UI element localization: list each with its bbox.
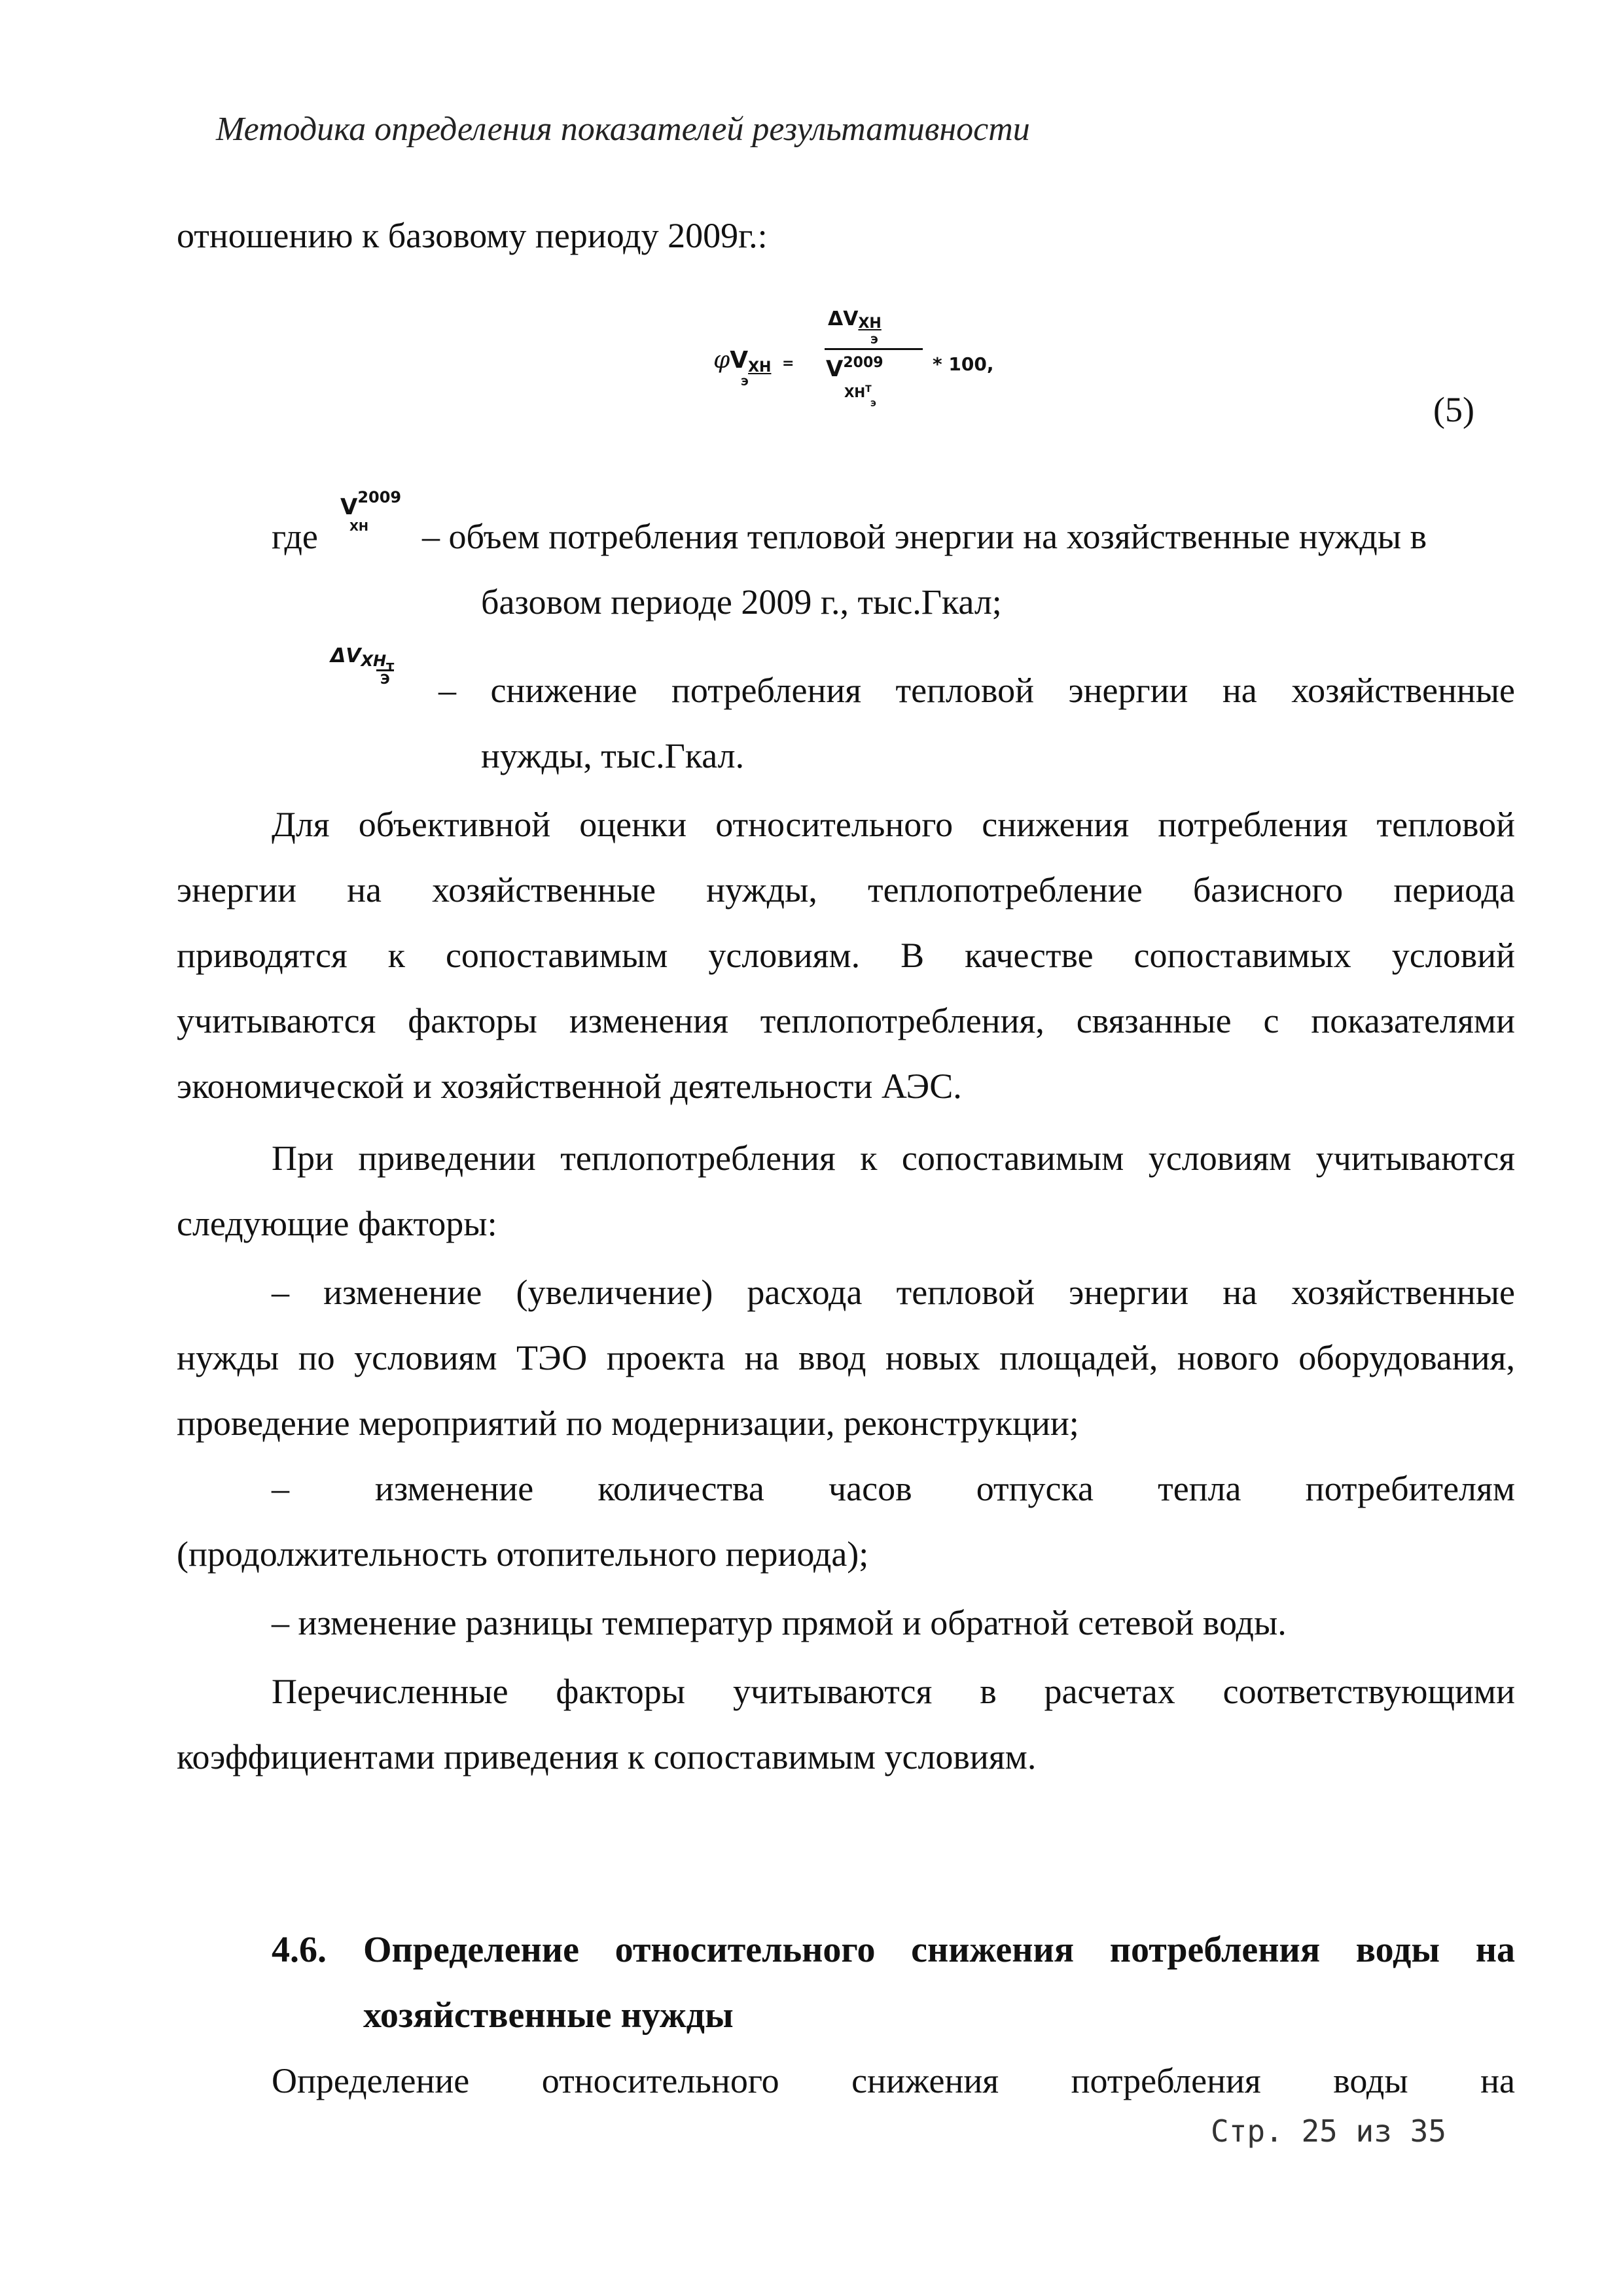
para2-line1: При приведении теплопотребления к сопоставимым условиям учитываются xyxy=(272,1139,1515,1178)
running-header: Методика определения показателей результативности xyxy=(216,111,1030,148)
bullet1-line2: нужды по условиям ТЭО проекта на ввод новых площадей, нового оборудования, xyxy=(177,1338,1515,1377)
bullet1-line3: проведение мероприятий по модернизации, реконструкции; xyxy=(177,1404,1079,1443)
para1-line3: приводятся к сопоставимым условиям. В качестве сопоставимых условий xyxy=(177,936,1515,975)
def1-line2: базовом периоде 2009 г., тыс.Гкал; xyxy=(481,582,1002,622)
section-number: 4.6. xyxy=(272,1930,327,1970)
bullet3-line1: – изменение разницы температур прямой и обратной сетевой воды. xyxy=(272,1603,1287,1642)
formula-5: φVХН = Э ΔVХН Э $V^{2009}$ $ХН^Т$ Э * 100, xyxy=(713,308,994,408)
para1-line4: учитываются факторы изменения теплопотребления, связанные с показателями xyxy=(177,1001,1515,1040)
para1-line1: Для объективной оценки относительного снижения потребления тепловой xyxy=(272,805,1515,844)
para1-line5: экономической и хозяйственной деятельности АЭС. xyxy=(177,1067,962,1106)
fraction-bar xyxy=(825,348,923,350)
formula-numerator: ΔVХН xyxy=(828,308,882,332)
bullet1-line1: – изменение (увеличение) расхода тепловой энергии на хозяйственные xyxy=(272,1273,1515,1312)
section-title-line2: хозяйственные нужды xyxy=(363,1995,734,2036)
formula-number: (5) xyxy=(1433,390,1474,429)
def2-line1: – снижение потребления тепловой энергии на хозяйственные xyxy=(438,671,1515,710)
bullet2-line1: – изменение количества часов отпуска тепла потребителям xyxy=(272,1469,1515,1508)
para3-line1: Перечисленные факторы учитываются в расчетах соответствующими xyxy=(272,1672,1515,1711)
formula-lhs: φVХН = xyxy=(713,347,794,376)
def2-symbol: ΔVХНТ Э xyxy=(330,645,395,687)
para1-line2: энергии на хозяйственные нужды, теплопотребление базисного периода xyxy=(177,870,1515,910)
def2-line2: нужды, тыс.Гкал. xyxy=(481,736,745,775)
intro-line: отношению к базовому периоду 2009г.: xyxy=(177,216,768,255)
bullet2-line2: (продолжительность отопительного периода); xyxy=(177,1534,869,1574)
para4-line1: Определение относительного снижения потребления воды на xyxy=(272,2061,1515,2100)
formula-denominator: $V^{2009}$ xyxy=(826,355,883,382)
def1-line1: – объем потребления тепловой энергии на хозяйственные нужды в xyxy=(422,517,1427,556)
section-title-line1: Определение относительного снижения потребления воды на xyxy=(363,1930,1515,1970)
page-number: Стр. 25 из 35 xyxy=(1211,2113,1447,2149)
formula-tail: * 100, xyxy=(933,353,994,375)
where-label: где xyxy=(272,517,318,556)
def1-symbol: V2009 ХН xyxy=(340,488,402,534)
para3-line2: коэффициентами приведения к сопоставимым условиям. xyxy=(177,1737,1037,1776)
para2-line2: следующие факторы: xyxy=(177,1204,497,1243)
